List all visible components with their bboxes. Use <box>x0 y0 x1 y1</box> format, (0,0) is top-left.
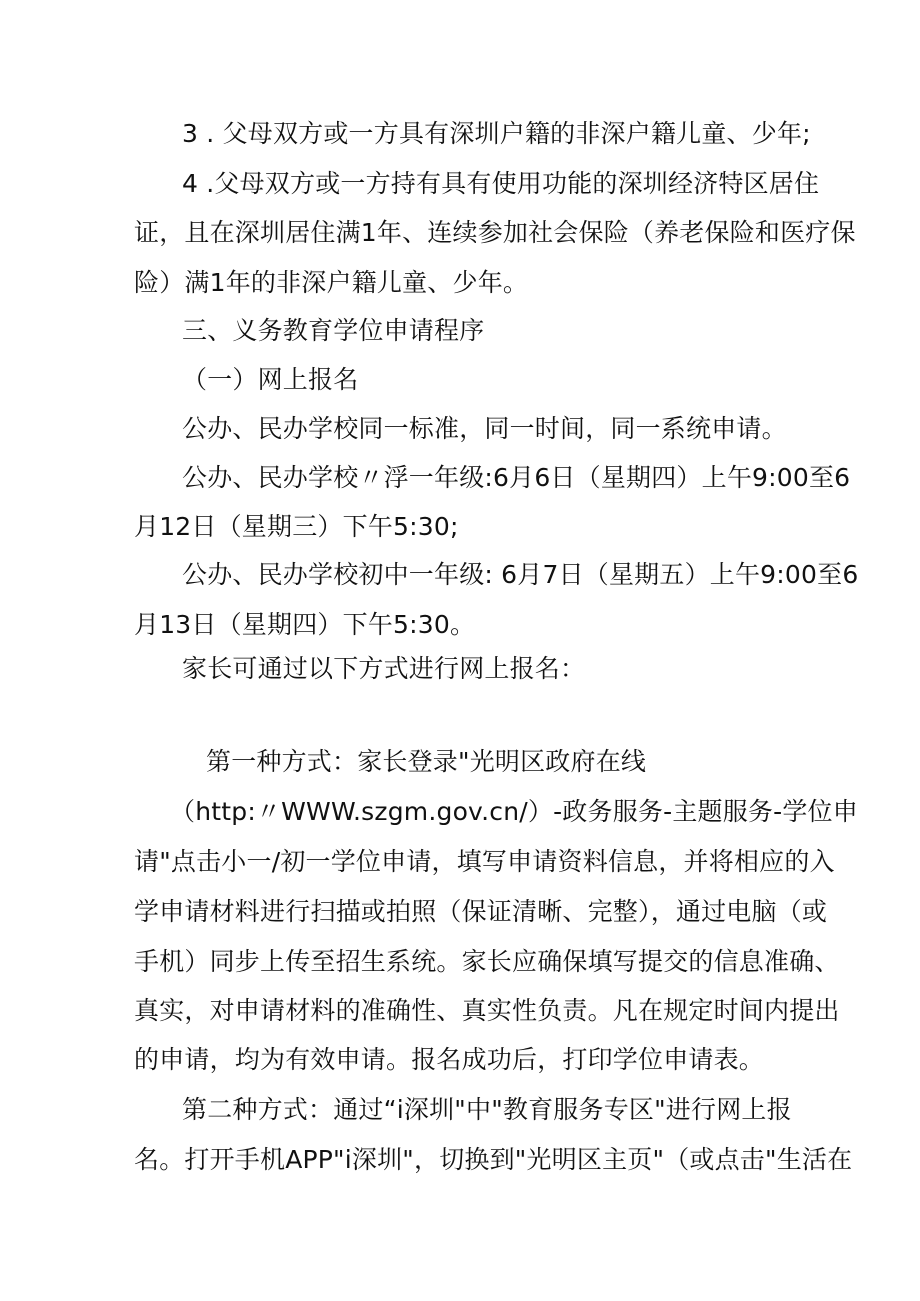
paragraph-standard: 公办、民办学校同一标准，同一时间，同一系统申请。 <box>182 414 787 443</box>
list-item-4-line-1: 4 .父母双方或一方持有具有使用功能的深圳经济特区居住 <box>182 169 820 198</box>
list-item-3: 3 . 父母双方或一方具有深圳户籍的非深户籍儿童、少年; <box>182 119 811 148</box>
method-2-line-2: 名。打开手机APP"i深圳"，切换到"光明区主页"（或点击"生活在 <box>134 1145 853 1174</box>
method-1-line-6: 真实，对申请材料的准确性、真实性负责。凡在规定时间内提出 <box>134 996 840 1025</box>
list-item-4-line-3: 险）满1年的非深户籍儿童、少年。 <box>134 268 529 297</box>
paragraph-junior1-line-2: 月13日（星期四）下午5:30。 <box>134 610 476 639</box>
paragraph-grade1-line-1: 公办、民办学校〃浮一年级:6月6日（星期四）上午9:00至6 <box>182 463 851 492</box>
method-1-line-7: 的申请，均为有效申请。报名成功后，打印学位申请表。 <box>134 1045 765 1074</box>
method-1-line-1: 第一种方式：家长登录"光明区政府在线 <box>206 747 647 776</box>
subsection-heading-1: （一）网上报名 <box>182 365 359 394</box>
method-1-line-5: 手机）同步上传至招生系统。家长应确保填写提交的信息准确、 <box>134 947 840 976</box>
method-1-line-3: 请"点击小一/初一学位申请，填写申请资料信息，并将相应的入 <box>134 847 835 876</box>
section-heading-3: 三、义务教育学位申请程序 <box>182 316 485 345</box>
paragraph-methods-intro: 家长可通过以下方式进行网上报名： <box>182 654 586 683</box>
method-2-line-1: 第二种方式：通过“i深圳"中"教育服务专区"进行网上报 <box>182 1095 792 1124</box>
list-item-4-line-2: 证，且在深圳居住满1年、连续参加社会保险（养老保险和医疗保 <box>134 218 856 247</box>
method-1-line-2: （http:〃WWW.szgm.gov.cn/）-政务服务-主题服务-学位申 <box>170 797 858 826</box>
paragraph-junior1-line-1: 公办、民办学校初中一年级: 6月7日（星期五）上午9:00至6 <box>182 560 859 589</box>
method-1-line-4: 学申请材料进行扫描或拍照（保证清晰、完整），通过电脑（或 <box>134 897 828 926</box>
paragraph-grade1-line-2: 月12日（星期三）下午5:30; <box>134 512 459 541</box>
